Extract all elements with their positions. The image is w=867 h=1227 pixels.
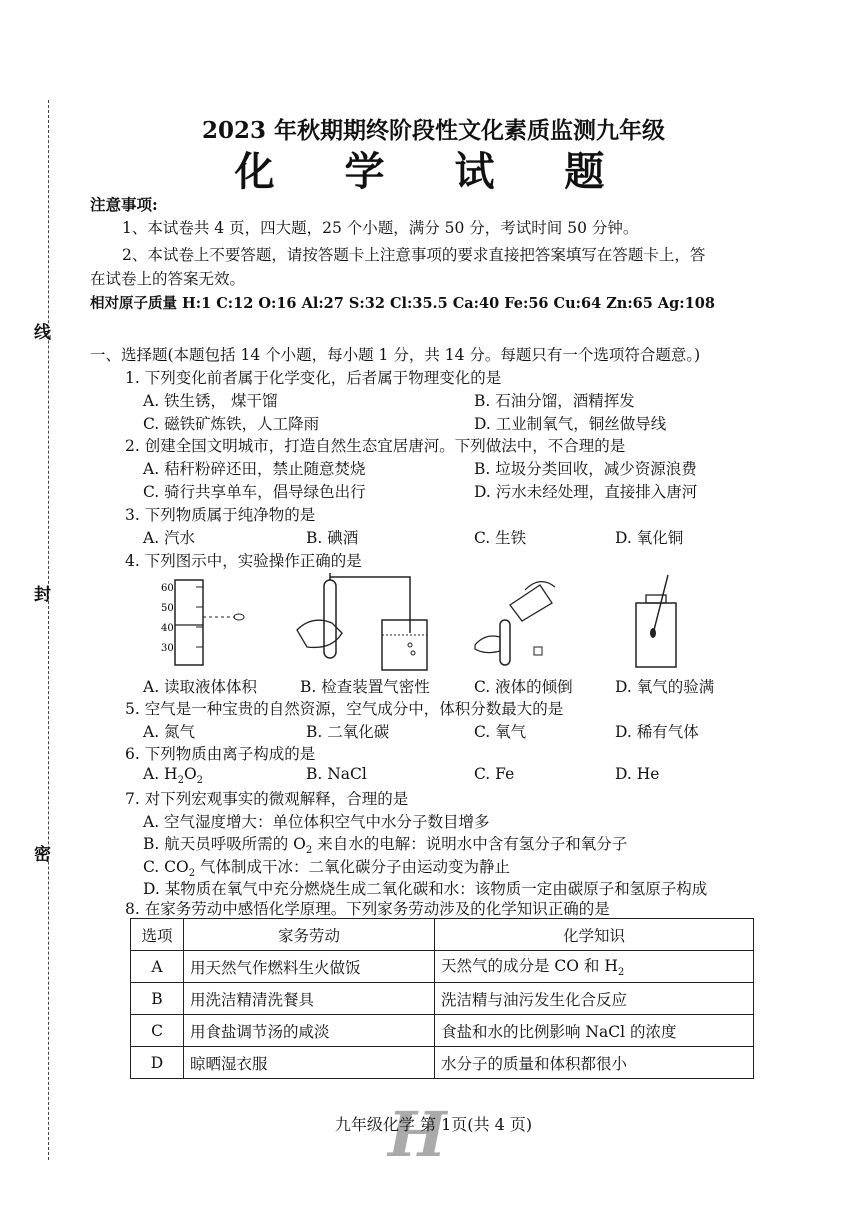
ember	[650, 628, 656, 638]
tick-label-60: 60	[161, 583, 174, 594]
q8-table	[130, 918, 754, 1079]
note-2a: 2、本试卷上不要答题，请按答题卡上注意事项的要求直接把答案填写在答题卡上，答	[122, 246, 706, 264]
q1-stem: 1. 下列变化前者属于化学变化，后者属于物理变化的是	[125, 369, 502, 387]
beaker	[382, 620, 427, 670]
q5-option-a: A. 氮气	[143, 723, 196, 741]
q7-option-a: A. 空气湿度增大：单位体积空气中水分子数目增多	[143, 813, 490, 831]
q5-option-b: B. 二氧化碳	[306, 723, 390, 741]
watermark-logo: H	[388, 1098, 447, 1171]
q6-stem: 6. 下列物质由离子构成的是	[125, 745, 316, 763]
q7-option-c: C. $CO_2$ 气体制成干冰：二氧化碳分子由运动变为静止	[143, 858, 511, 880]
bubble	[408, 643, 412, 647]
figure-liquid-pouring	[470, 575, 580, 675]
eye-icon	[234, 614, 244, 620]
test-tube	[500, 620, 510, 665]
row-knowledge: 水分子的质量和体积都很小	[435, 1047, 754, 1079]
notes-heading: 注意事项:	[90, 195, 158, 214]
figure-oxygen-check	[628, 575, 708, 675]
q6-option-b: B. NaCl	[306, 765, 367, 783]
hand-icon	[475, 636, 500, 653]
figure-cylinder-reading	[161, 575, 275, 670]
margin-char-xian: 线	[34, 323, 51, 343]
note-1: 1、本试卷共 4 页，四大题，25 个小题，满分 50 分，考试时间 50 分钟。	[122, 219, 639, 237]
table-row	[131, 1015, 754, 1047]
row-knowledge: 食盐和水的比例影响 NaCl 的浓度	[435, 1015, 754, 1047]
table-row	[131, 951, 754, 983]
subject-title: 化 学 试 题	[234, 148, 633, 195]
page-footer: 九年级化学 第 1页(共 4 页)	[334, 1115, 533, 1134]
q2-option-d: D. 污水未经处理，直接排入唐河	[474, 483, 698, 501]
row-labor: 晾晒湿衣服	[184, 1047, 435, 1079]
q4-option-a: A. 读取液体体积	[143, 678, 258, 696]
q5-stem: 5. 空气是一种宝贵的自然资源，空气成分中，体积分数最大的是	[125, 700, 564, 718]
header-option: 选项	[131, 919, 184, 951]
header-labor: 家务劳动	[184, 919, 435, 951]
q6-option-c: C. Fe	[474, 765, 515, 783]
q1-option-c: C. 磁铁矿炼铁，人工降雨	[143, 415, 320, 433]
tick-label-50: 50	[161, 603, 174, 614]
binding-dashed-line	[48, 100, 49, 1160]
q6-option-d: D. He	[615, 765, 660, 783]
row-labor: 用洗洁精清洗餐具	[184, 983, 435, 1015]
graduated-cylinder	[175, 580, 203, 665]
table-row	[131, 983, 754, 1015]
q7-stem: 7. 对下列宏观事实的微观解释，合理的是	[125, 790, 409, 808]
table-row	[131, 1047, 754, 1079]
q3-option-d: D. 氧化铜	[615, 529, 684, 547]
q4-stem: 4. 下列图示中，实验操作正确的是	[125, 552, 362, 570]
q4-option-d: D. 氧气的验满	[615, 678, 715, 696]
figure-airtightness-check	[292, 575, 432, 675]
q2-stem: 2. 创建全国文明城市，打造自然生态宜居唐河。下列做法中，不合理的是	[125, 437, 626, 455]
row-option: B	[131, 983, 184, 1015]
bubble	[411, 651, 415, 655]
table-header-row	[131, 919, 754, 951]
bottle-stopper	[534, 647, 542, 655]
q3-stem: 3. 下列物质属于纯净物的是	[125, 506, 316, 524]
atomic-mass-line: 相对原子质量 H:1 C:12 O:16 Al:27 S:32 Cl:35.5 Ca:40 Fe:56 Cu:64 Zn:65 Ag:108	[90, 295, 715, 312]
row-option: C	[131, 1015, 184, 1047]
tick-label-40: 40	[161, 623, 174, 634]
row-option: D	[131, 1047, 184, 1079]
q1-option-b: B. 石油分馏，酒精挥发	[474, 392, 635, 410]
margin-char-mi: 密	[34, 845, 51, 865]
header-knowledge: 化学知识	[435, 919, 754, 951]
note-2b: 在试卷上的答案无效。	[90, 270, 246, 288]
q3-option-c: C. 生铁	[474, 529, 527, 547]
q1-option-a: A. 铁生锈， 煤干馏	[143, 392, 278, 410]
tick-label-30: 30	[161, 643, 174, 654]
q7-option-b: B. 航天员呼吸所需的 $O_2$ 来自水的电解：说明水中含有氢分子和氧分子	[143, 835, 628, 857]
q2-option-a: A. 秸秆粉碎还田，禁止随意焚烧	[143, 460, 366, 478]
q5-option-c: C. 氧气	[474, 723, 527, 741]
margin-char-feng: 封	[34, 585, 51, 605]
q4-option-c: C. 液体的倾倒	[474, 678, 573, 696]
section-1-heading: 一、选择题(本题包括 14 个小题，每小题 1 分，共 14 分。每题只有一个选项符合题意。)	[90, 346, 701, 364]
q4-option-b: B. 检查装置气密性	[300, 678, 430, 696]
row-labor: 用天然气作燃料生火做饭	[184, 951, 435, 983]
q3-option-b: B. 碘酒	[306, 529, 359, 547]
gas-collecting-bottle	[636, 603, 676, 667]
q6-option-a: A. $H_2O_2$	[143, 765, 204, 787]
q1-option-d: D. 工业制氧气，铜丝做导线	[474, 415, 667, 433]
q2-option-c: C. 骑行共享单车，倡导绿色出行	[143, 483, 366, 501]
delivery-tube	[330, 573, 410, 633]
exam-title: 2023 年秋期期终阶段性文化素质监测九年级	[201, 117, 666, 144]
q2-option-b: B. 垃圾分类回收，减少资源浪费	[474, 460, 697, 478]
q5-option-d: D. 稀有气体	[615, 723, 699, 741]
row-knowledge: 天然气的成分是 CO 和 $H_2$	[435, 951, 754, 983]
row-labor: 用食盐调节汤的咸淡	[184, 1015, 435, 1047]
reagent-bottle	[510, 585, 552, 621]
row-knowledge: 洗洁精与油污发生化合反应	[435, 983, 754, 1015]
row-option: A	[131, 951, 184, 983]
q3-option-a: A. 汽水	[143, 529, 196, 547]
q8-stem: 8. 在家务劳动中感悟化学原理。下列家务劳动涉及的化学知识正确的是	[125, 900, 610, 918]
q7-option-d: D. 某物质在氧气中充分燃烧生成二氧化碳和水：该物质一定由碳原子和氢原子构成	[143, 880, 708, 898]
